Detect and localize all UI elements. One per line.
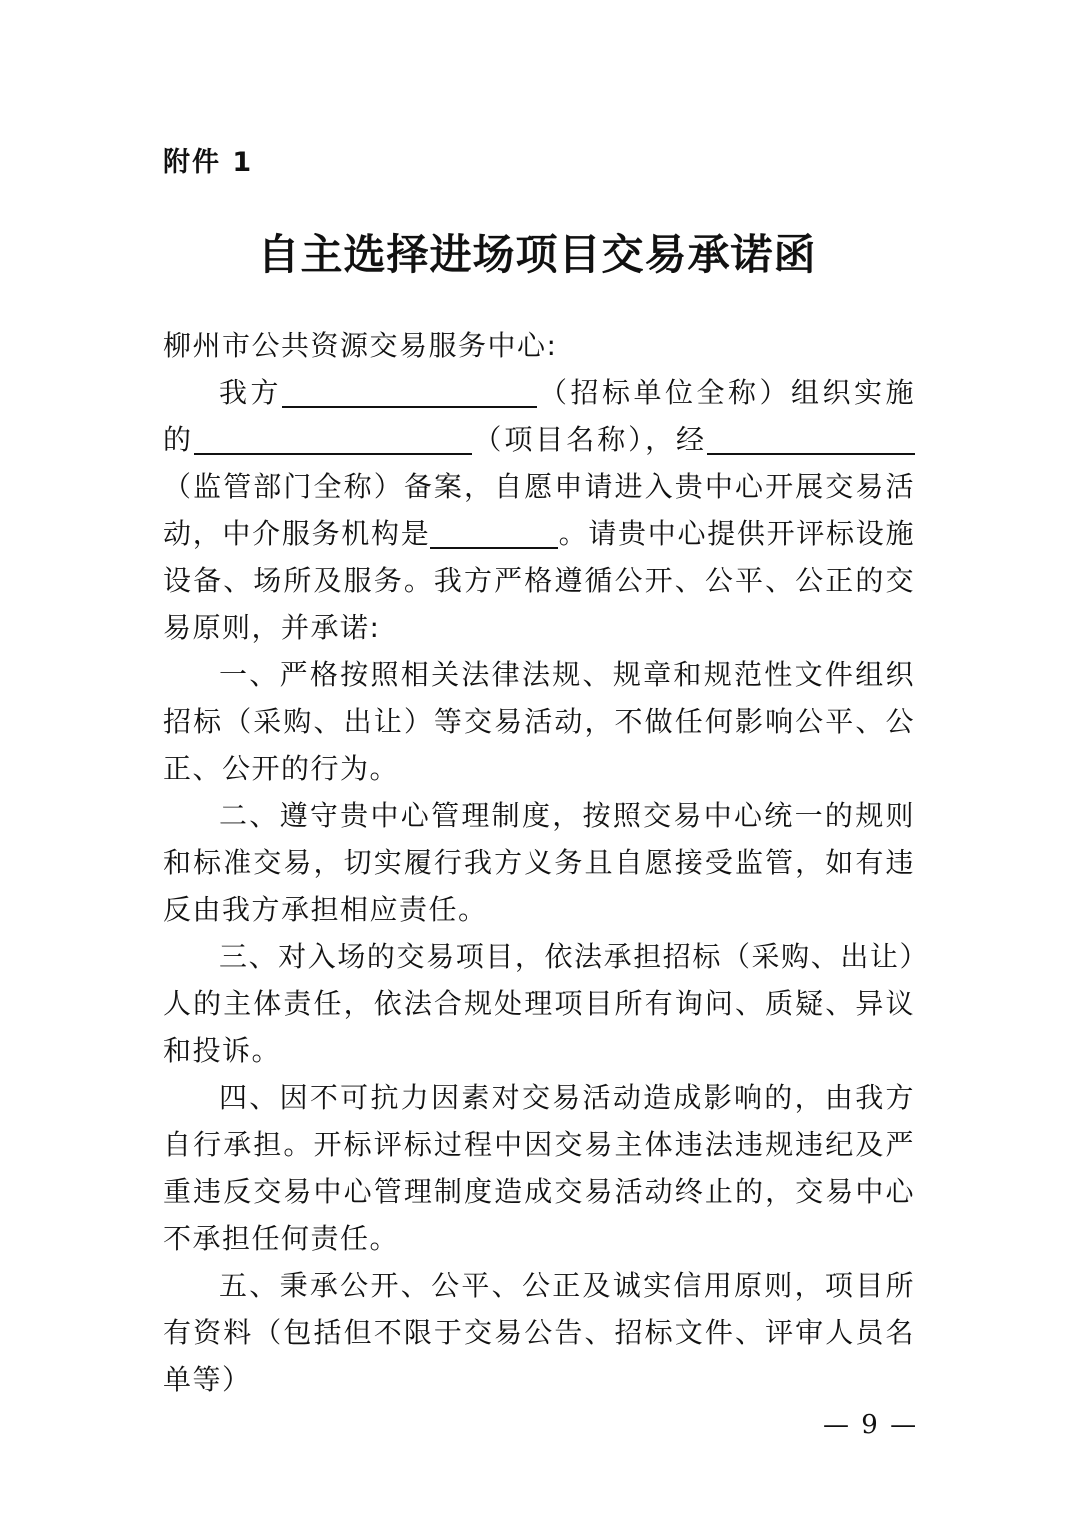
commitment-item-3: 三、对入场的交易项目，依法承担招标（采购、出让）人的主体责任，依法合规处理项目所有询问、质疑、异议和投诉。 bbox=[163, 940, 915, 1067]
intro-text-2: （招标单位全称）组织实施的 bbox=[163, 376, 915, 456]
attachment-label: 附件 1 bbox=[163, 147, 254, 178]
supervisor-name-blank[interactable] bbox=[707, 423, 915, 455]
agency-name-blank[interactable] bbox=[430, 517, 558, 549]
commitment-item-1: 一、严格按照相关法律法规、规章和规范性文件组织招标（采购、出让）等交易活动，不做任何影响公平、公正、公开的行为。 bbox=[163, 658, 915, 785]
intro-text-1: 我方 bbox=[219, 376, 282, 409]
page-number: — 9 — bbox=[823, 1410, 919, 1440]
intro-text-3: （项目名称），经 bbox=[471, 423, 707, 456]
document-title: 自主选择进场项目交易承诺函 bbox=[257, 230, 817, 279]
tenderer-name-blank[interactable] bbox=[282, 376, 537, 408]
commitment-item-5: 五、秉承公开、公平、公正及诚实信用原则，项目所有资料（包括但不限于交易公告、招标文件、评审人员名单等） bbox=[163, 1269, 915, 1396]
intro-text-5: 。请贵中心提供开评标设施设备、场所及服务。我方严格遵循公开、公平、公正的交易原则，并承诺: bbox=[163, 517, 915, 644]
commitment-item-4: 四、因不可抗力因素对交易活动造成影响的，由我方自行承担。开标评标过程中因交易主体违法违规违纪及严重违反交易中心管理制度造成交易活动终止的，交易中心不承担任何责任。 bbox=[163, 1081, 915, 1255]
project-name-blank[interactable] bbox=[194, 423, 472, 455]
commitment-item-2: 二、遵守贵中心管理制度，按照交易中心统一的规则和标准交易，切实履行我方义务且自愿接受监管，如有违反由我方承担相应责任。 bbox=[163, 799, 915, 926]
document-body bbox=[163, 322, 915, 1403]
intro-paragraph bbox=[163, 369, 915, 651]
intro-text-4: （监管部门全称）备案，自愿申请进入贵中心开展交易活动，中介服务机构是 bbox=[163, 470, 915, 550]
salutation: 柳州市公共资源交易服务中心: bbox=[163, 329, 558, 362]
